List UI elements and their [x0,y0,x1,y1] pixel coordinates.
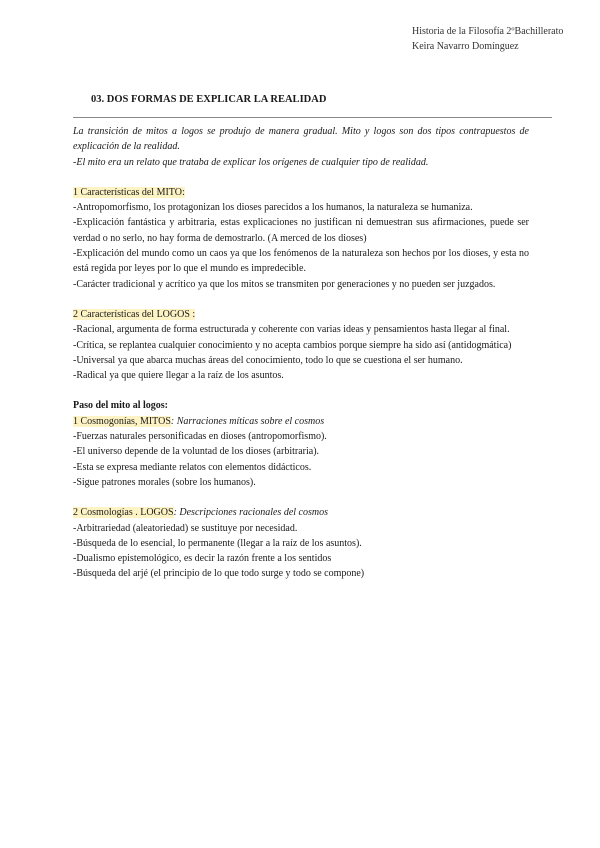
paso-section [73,398,529,581]
mito-item: -Explicación fantástica y arbitraria, estas explicaciones no justifican ni demuestran sus afirmaciones, puede ser verdad o no serlo, no hay forma de demostrarlo. (A merced de los dioses) [73,217,529,244]
page-header [412,24,563,54]
cosmogonias-item: -Fuerzas naturales personificadas en dioses (antropomorfismo). [73,431,327,443]
cosmogonias-item: -Sigue patrones morales (sobre los humanos). [73,476,256,488]
cosmologias-item: -Arbitrariedad (aleatoriedad) se sustituye por necesidad. [73,522,298,534]
document-body [73,124,529,582]
intro-paragraph: La transición de mitos a logos se produjo de manera gradual. Mito y logos son dos tipos contrapuestos de explicación de la realidad. [73,126,529,153]
cosmogonias-item: -El universo depende de la voluntad de los dioses (arbitraria). [73,446,320,458]
cosmogonias-item: -Esta se expresa mediante relatos con elementos didácticos. [73,461,312,473]
title-divider [73,117,552,118]
mito-item: -Carácter tradicional y acrítico ya que los mitos se transmiten por generaciones y no pueden ser juzgados. [73,278,496,290]
document-title: 03. DOS FORMAS DE EXPLICAR LA REALIDAD [91,94,327,105]
mito-heading: 1 Características del MITO: [73,186,185,198]
logos-item: -Crítica, se replantea cualquier conocimiento y no acepta cambios porque siempre ha sido así (antidogmática) [73,339,512,351]
cosmogonias-subtitle: : Narraciones míticas sobre el cosmos [170,415,325,427]
cosmologias-item: -Búsqueda del arjé (el principio de lo que todo surge y todo se compone) [73,568,365,580]
header-author: Keira Navarro Domínguez [412,41,519,52]
cosmologias-item: -Búsqueda de lo esencial, lo permanente (llegar a la raíz de los asuntos). [73,537,362,549]
logos-section [73,307,529,383]
mito-item: -Antropomorfismo, los protagonizan los dioses parecidos a los humanos, la naturaleza se humaniza. [73,202,473,214]
cosmologias-item: -Dualismo epistemológico, es decir la razón frente a los sentidos [73,553,332,565]
header-subject: Historia de la Filosofía 2ºBachillerato [412,26,564,37]
logos-item: -Radical ya que quiere llegar a la raíz de los asuntos. [73,370,284,382]
mito-item: -Explicación del mundo como un caos ya que los fenómenos de la naturaleza son hechos por los dioses, y esta no está regida por leyes por lo que el mundo es impredecible. [73,248,529,275]
cosmologias-heading: 2 Cosmologías . LOGOS [73,507,174,519]
intro-section [73,124,529,170]
mito-section [73,185,529,292]
cosmologias-subtitle: : Descripciones racionales del cosmos [173,507,328,519]
logos-item: -Racional, argumenta de forma estructurada y coherente con varias ideas y pensamientos hasta llegar al final. [73,324,510,336]
logos-heading: 2 Características del LOGOS : [73,308,196,320]
cosmogonias-heading: 1 Cosmogonías, MITOS [73,415,171,427]
logos-item: -Universal ya que abarca muchas áreas del conocimiento, todo lo que se cuestiona el ser humano. [73,354,463,366]
intro-paragraph: -El mito era un relato que trataba de explicar los orígenes de cualquier tipo de realidad. [73,156,429,168]
paso-heading: Paso del mito al logos: [73,400,168,412]
